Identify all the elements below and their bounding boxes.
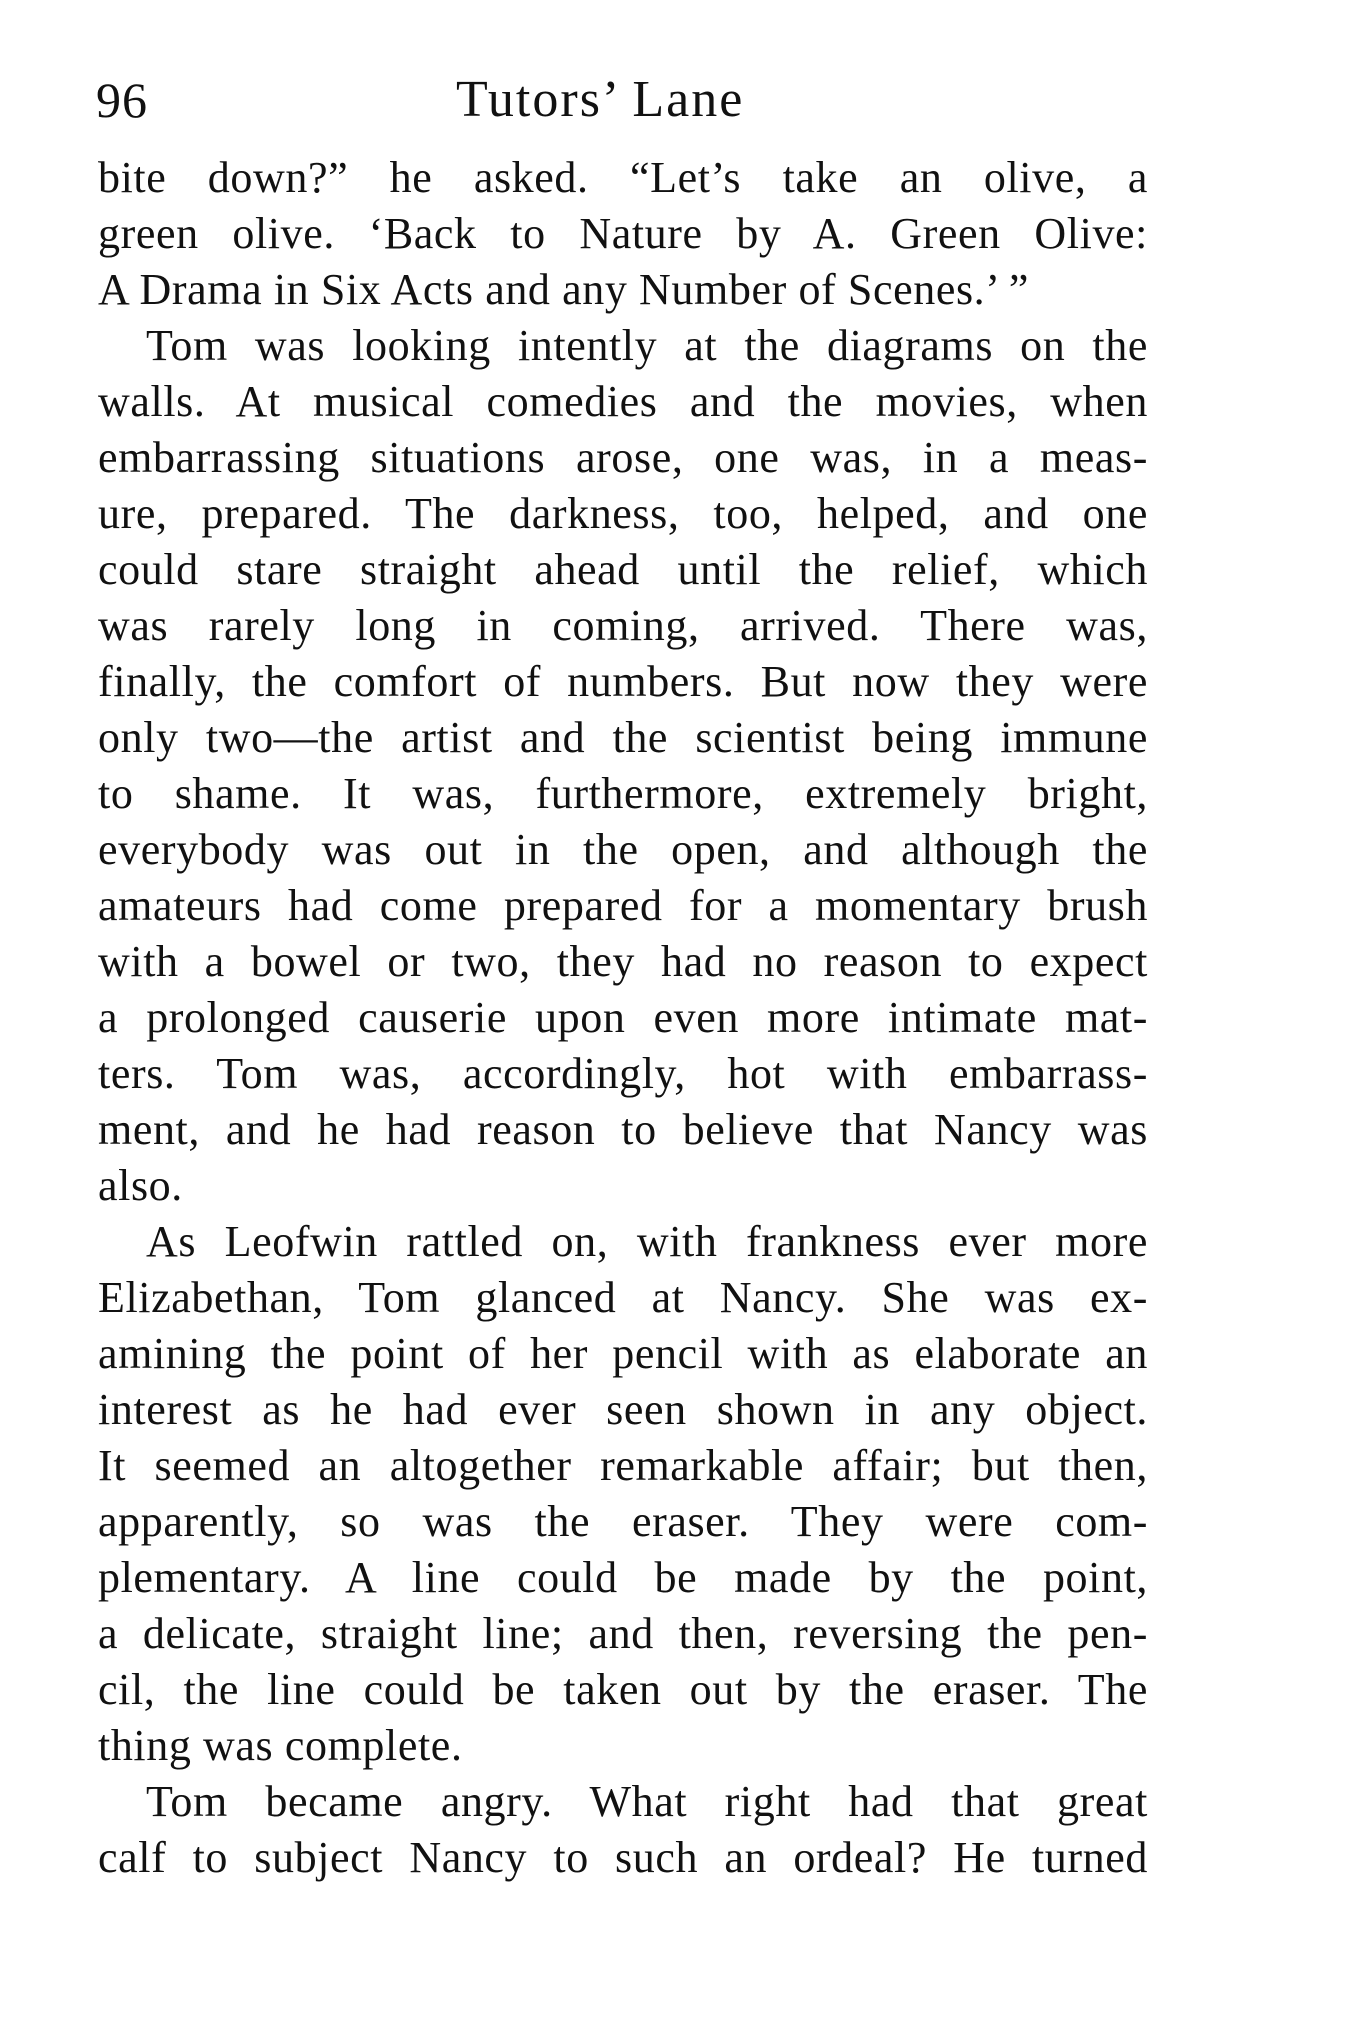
text-line: ment, and he had reason to believe that Nancy was	[98, 1105, 1148, 1154]
page-header	[96, 70, 1146, 140]
body-text	[98, 150, 1148, 1886]
text-line: finally, the comfort of numbers. But now they were	[98, 657, 1148, 706]
text-line: a prolonged causerie upon even more intimate mat-	[98, 993, 1148, 1042]
text-line: ure, prepared. The darkness, too, helped, and one	[98, 489, 1148, 538]
text-line: apparently, so was the eraser. They were com-	[98, 1497, 1148, 1546]
text-line: thing was complete.	[98, 1721, 463, 1770]
page-number: 96	[96, 72, 148, 128]
text-line: to shame. It was, furthermore, extremely bright,	[98, 769, 1148, 818]
paragraph-start-line: As Leofwin rattled on, with frankness ever more	[146, 1217, 1148, 1266]
text-line: walls. At musical comedies and the movies, when	[98, 377, 1148, 426]
paragraph-start-line: Tom was looking intently at the diagrams on the	[146, 321, 1148, 370]
paragraph-start-line: Tom became angry. What right had that great	[146, 1777, 1148, 1826]
text-line: ters. Tom was, accordingly, hot with embarrass-	[98, 1049, 1148, 1098]
text-line: a delicate, straight line; and then, reversing the pen-	[98, 1609, 1148, 1658]
text-line: amining the point of her pencil with as elaborate an	[98, 1329, 1148, 1378]
text-line: only two—the artist and the scientist being immune	[98, 713, 1148, 762]
text-line: bite down?” he asked. “Let’s take an olive, a	[98, 153, 1148, 202]
text-line: Elizabethan, Tom glanced at Nancy. She was ex-	[98, 1273, 1148, 1322]
text-line: was rarely long in coming, arrived. There was,	[98, 601, 1148, 650]
text-line: could stare straight ahead until the relief, which	[98, 545, 1148, 594]
text-line: with a bowel or two, they had no reason to expect	[98, 937, 1148, 986]
text-line: amateurs had come prepared for a momentary brush	[98, 881, 1148, 930]
text-line: plementary. A line could be made by the point,	[98, 1553, 1148, 1602]
text-line: cil, the line could be taken out by the eraser. The	[98, 1665, 1148, 1714]
text-line: green olive. ‘Back to Nature by A. Green Olive:	[98, 209, 1148, 258]
text-line: calf to subject Nancy to such an ordeal? He turned	[98, 1833, 1148, 1882]
text-line: It seemed an altogether remarkable affair; but then,	[98, 1441, 1148, 1490]
text-line: everybody was out in the open, and although the	[98, 825, 1148, 874]
text-line: embarrassing situations arose, one was, in a meas-	[98, 433, 1148, 482]
text-line: interest as he had ever seen shown in any object.	[98, 1385, 1148, 1434]
text-line: A Drama in Six Acts and any Number of Scenes.’ ”	[98, 265, 1029, 314]
running-title: Tutors’ Lane	[456, 71, 745, 128]
text-line: also.	[98, 1161, 183, 1210]
